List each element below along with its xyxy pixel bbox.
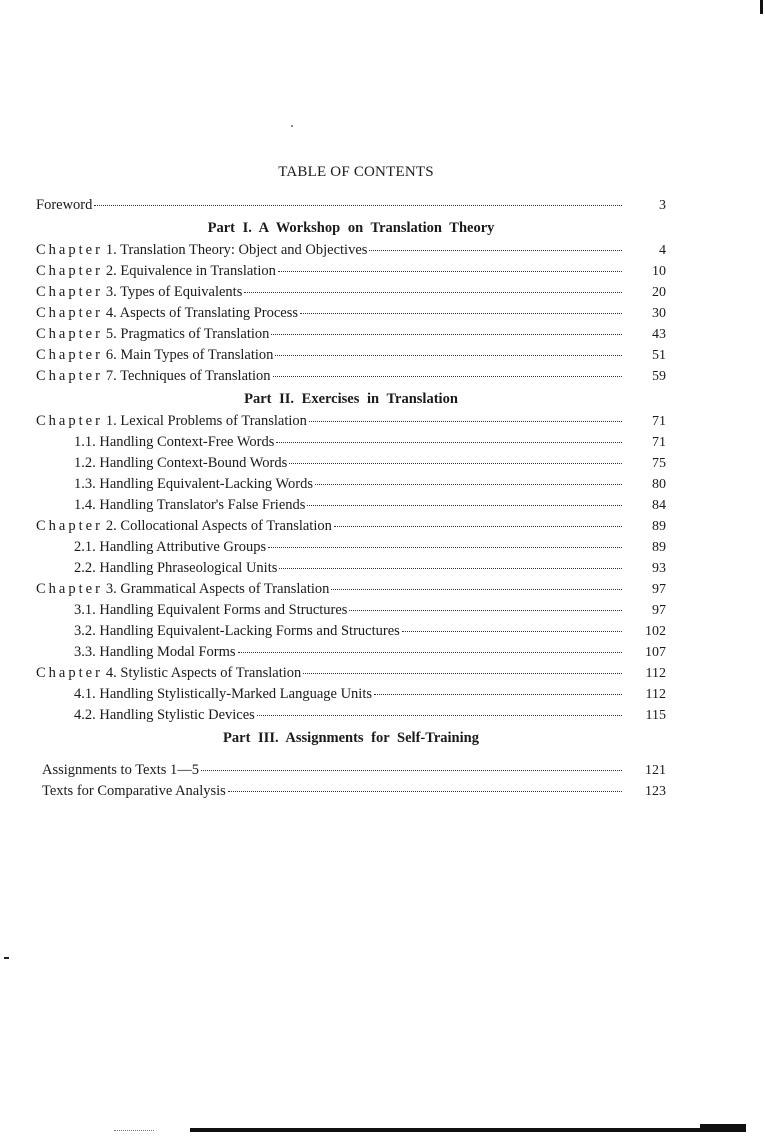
dot-leader (257, 715, 622, 716)
part-heading-2: Part II. Exercises in Translation (244, 391, 458, 407)
dot-leader (315, 484, 622, 485)
entry-label: 2.1. Handling Attributive Groups (74, 539, 267, 555)
chapter-word: Chapter (36, 665, 103, 681)
entry-label: 6. Main Types of Translation (105, 347, 274, 363)
page-number: 102 (645, 624, 666, 639)
chapter-word: Chapter (36, 368, 103, 384)
entry-label: 1. Translation Theory: Object and Objectives (105, 242, 368, 258)
dot-leader (402, 631, 622, 632)
chapter-word: Chapter (36, 263, 103, 279)
entry-label: 2.2. Handling Phraseological Units (74, 560, 278, 576)
dot-leader (276, 442, 622, 443)
dot-leader (331, 589, 622, 590)
page-number: 51 (652, 348, 666, 363)
page-number: 71 (652, 435, 666, 450)
chapter-word: Chapter (36, 413, 103, 429)
page-number: 43 (652, 327, 666, 342)
page-number: 59 (652, 369, 666, 384)
toc-entry-chapter[interactable] (36, 261, 666, 282)
toc-entry-chapter[interactable] (36, 324, 666, 345)
toc-entry-chapter[interactable] (36, 345, 666, 366)
dot-leader (369, 250, 622, 251)
scan-bottom-rule (190, 1128, 746, 1132)
dot-leader (244, 292, 622, 293)
chapter-word: Chapter (36, 347, 103, 363)
page-number: 20 (652, 285, 666, 300)
toc-entry-section[interactable] (36, 705, 666, 726)
page-number: 84 (652, 498, 666, 513)
toc-entry-chapter[interactable] (36, 240, 666, 261)
entry-label: 3.1. Handling Equivalent Forms and Structures (74, 602, 348, 618)
toc-title: TABLE OF CONTENTS (278, 164, 434, 180)
dot-leader (201, 770, 622, 771)
toc-entry-section[interactable] (36, 495, 666, 516)
entry-label: 5. Pragmatics of Translation (105, 326, 270, 342)
page-number: 89 (652, 540, 666, 555)
entry-label: 1.4. Handling Translator's False Friends (74, 497, 306, 513)
toc-entry-section[interactable] (36, 621, 666, 642)
entry-label: 3. Types of Equivalents (105, 284, 243, 300)
dot-leader (228, 791, 622, 792)
chapter-word: Chapter (36, 581, 103, 597)
page-number: 89 (652, 519, 666, 534)
scan-speck (291, 125, 293, 127)
page-number: 112 (645, 687, 666, 702)
page-number: 30 (652, 306, 666, 321)
entry-label: 4. Aspects of Translating Process (105, 305, 299, 321)
dot-leader (349, 610, 622, 611)
toc-entry-section[interactable] (36, 474, 666, 495)
page-number: 112 (645, 666, 666, 681)
page-number: 10 (652, 264, 666, 279)
entry-label: 3. Grammatical Aspects of Translation (105, 581, 330, 597)
part-heading-1: Part I. A Workshop on Translation Theory (207, 220, 495, 236)
entry-label: 3.2. Handling Equivalent-Lacking Forms and Structures (74, 623, 400, 639)
entry-label: 1.1. Handling Context-Free Words (74, 434, 275, 450)
toc-entry-chapter[interactable] (36, 366, 666, 387)
scan-bottom-rule-end (700, 1124, 746, 1132)
chapter-word: Chapter (36, 326, 103, 342)
dot-leader (271, 334, 622, 335)
chapter-word: Chapter (36, 242, 103, 258)
chapter-word: Chapter (36, 305, 103, 321)
dot-leader (289, 463, 622, 464)
toc-entry-chapter[interactable] (36, 303, 666, 324)
page-number: 75 (652, 456, 666, 471)
dot-leader (307, 505, 622, 506)
toc-entry-chapter[interactable] (36, 411, 666, 432)
page-number: 4 (659, 243, 666, 258)
entry-label: 1. Lexical Problems of Translation (105, 413, 307, 429)
toc-entry-section[interactable] (36, 600, 666, 621)
toc-entry-foreword[interactable] (36, 195, 666, 216)
toc-entry-chapter[interactable] (36, 663, 666, 684)
chapter-word: Chapter (36, 284, 103, 300)
page-number: 123 (645, 784, 666, 799)
entry-label: 2. Equivalence in Translation (105, 263, 276, 279)
entry-label: 1.3. Handling Equivalent-Lacking Words (74, 476, 313, 492)
entry-label: 4.1. Handling Stylistically-Marked Language Units (74, 686, 373, 702)
toc-entry-section[interactable] (36, 684, 666, 705)
dot-leader (374, 694, 622, 695)
scan-bottom-speck (114, 1130, 154, 1132)
scan-corner-mark (760, 0, 763, 14)
toc-entry-section[interactable] (36, 453, 666, 474)
dot-leader (309, 421, 622, 422)
page-number: 97 (652, 582, 666, 597)
entry-label: 2. Collocational Aspects of Translation (105, 518, 332, 534)
page-number: 97 (652, 603, 666, 618)
page-number: 121 (645, 763, 666, 778)
dot-leader (300, 313, 622, 314)
toc-entry-section[interactable] (36, 432, 666, 453)
toc-entry-section[interactable] (36, 537, 666, 558)
chapter-word: Chapter (36, 518, 103, 534)
dot-leader (334, 526, 622, 527)
entry-label: 4.2. Handling Stylistic Devices (74, 707, 255, 723)
page-number: 80 (652, 477, 666, 492)
toc-entry-texts[interactable] (36, 781, 666, 802)
dot-leader (275, 355, 622, 356)
toc-entry-assignments[interactable] (36, 760, 666, 781)
page-number: 71 (652, 414, 666, 429)
toc-entry-chapter[interactable] (36, 516, 666, 537)
page-number: 93 (652, 561, 666, 576)
page-number: 115 (645, 708, 666, 723)
entry-label: 1.2. Handling Context-Bound Words (74, 455, 288, 471)
toc-entry-chapter[interactable] (36, 282, 666, 303)
dot-leader (303, 673, 622, 674)
dot-leader (273, 376, 622, 377)
dot-leader (279, 568, 622, 569)
entry-label: Foreword (36, 197, 93, 213)
toc-entry-chapter[interactable] (36, 579, 666, 600)
entry-label: Texts for Comparative Analysis (42, 783, 226, 799)
entry-label: 4. Stylistic Aspects of Translation (105, 665, 302, 681)
dot-leader (238, 652, 622, 653)
page-number: 3 (659, 198, 666, 213)
entry-label: 7. Techniques of Translation (105, 368, 271, 384)
entry-label: 3.3. Handling Modal Forms (74, 644, 236, 660)
part-heading-3: Part III. Assignments for Self-Training (223, 730, 479, 746)
dot-leader (94, 205, 622, 206)
toc-entry-section[interactable] (36, 642, 666, 663)
entry-label: Assignments to Texts 1—5 (42, 762, 200, 778)
dot-leader (278, 271, 622, 272)
dot-leader (268, 547, 622, 548)
scan-edge-mark (4, 957, 9, 959)
page-number: 107 (645, 645, 666, 660)
table-of-contents (36, 195, 666, 802)
toc-entry-section[interactable] (36, 558, 666, 579)
